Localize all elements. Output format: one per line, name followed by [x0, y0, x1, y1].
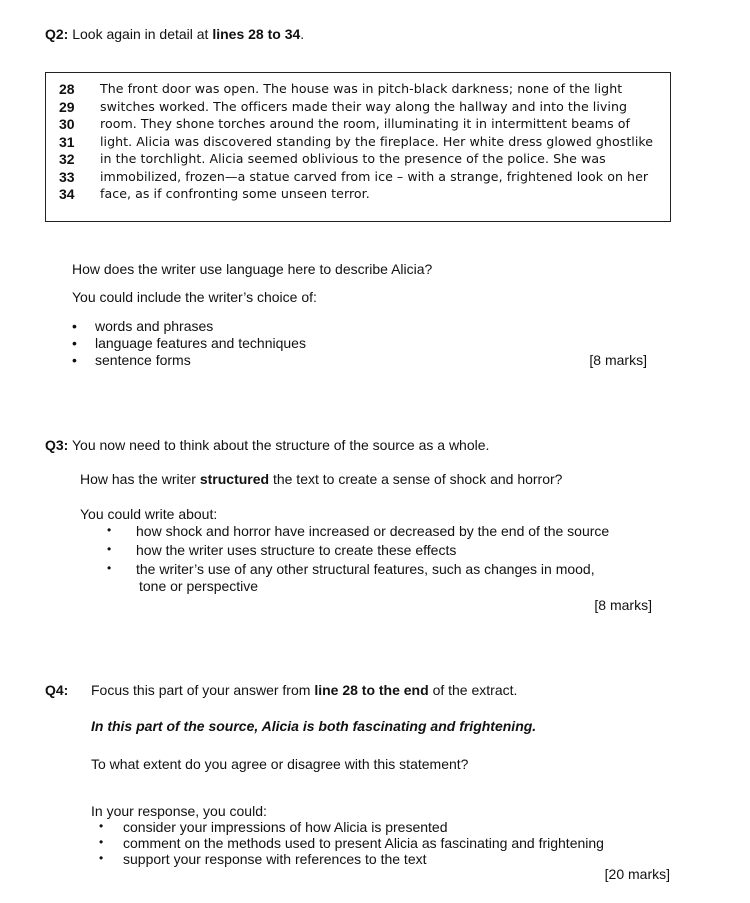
- q2-heading: [45, 26, 304, 42]
- q4-intro-post: of the extract.: [432, 682, 518, 698]
- q4-marks: [20 marks]: [604, 866, 670, 882]
- q4-statement: In this part of the source, Alicia is both fascinating and frightening.: [91, 718, 537, 734]
- line-text: switches worked. The officers made their way along the hallway and into the living: [100, 98, 628, 114]
- q4-intro-bold: line 28 to the end: [314, 682, 429, 698]
- q2-intro-text: Look again in detail at: [72, 26, 209, 42]
- q2-could-include: You could include the writer’s choice of:: [72, 289, 317, 305]
- q4-question: To what extent do you agree or disagree with this statement?: [91, 756, 469, 772]
- bullet-item: how the writer uses structure to create these effects: [136, 542, 457, 558]
- q3-question-bold: structured: [199, 471, 270, 487]
- q3-question: [80, 471, 562, 487]
- bullet-icon: •: [99, 819, 104, 833]
- extract-line: [46, 99, 666, 117]
- bullet-icon: •: [107, 561, 112, 575]
- bullet-item-continuation: tone or perspective: [139, 578, 259, 594]
- bullet-icon: •: [107, 542, 112, 556]
- q3-heading: [45, 437, 489, 453]
- q4-response-intro: In your response, you could:: [91, 803, 267, 819]
- q3-marks: [8 marks]: [594, 597, 652, 613]
- q3-could-write: You could write about:: [80, 506, 218, 522]
- q3-question-pre: How has the writer: [80, 471, 196, 487]
- q4-label: Q4:: [45, 682, 69, 698]
- bullet-icon: •: [72, 352, 77, 368]
- bullet-item: language features and techniques: [95, 335, 306, 351]
- q3-question-post: the text to create a sense of shock and horror?: [272, 471, 563, 487]
- line-number: 32: [59, 151, 75, 167]
- bullet-icon: •: [72, 318, 77, 334]
- line-text: in the torchlight. Alicia seemed oblivious to the presence of the police. She was: [100, 151, 606, 166]
- bullet-item: how shock and horror have increased or decreased by the end of the source: [136, 523, 610, 539]
- line-text: immobilized, frozen—a statue carved from ice – with a strange, frightened look on her: [100, 168, 649, 184]
- line-text: light. Alicia was discovered standing by the fireplace. Her white dress glowed ghostlike: [100, 133, 654, 149]
- bullet-item: comment on the methods used to present Alicia as fascinating and frightening: [123, 835, 604, 851]
- line-number: 34: [59, 186, 75, 202]
- bullet-item: consider your impressions of how Alicia is presented: [123, 819, 448, 835]
- line-number: 33: [59, 168, 75, 185]
- line-number: 29: [59, 98, 75, 115]
- line-number: 30: [59, 116, 75, 132]
- q2-question: How does the writer use language here to describe Alicia?: [72, 261, 433, 277]
- q4-intro-pre: Focus this part of your answer from: [91, 682, 311, 698]
- q3-intro: You now need to think about the structure of the source as a whole.: [71, 437, 490, 453]
- q2-marks: [8 marks]: [589, 352, 647, 368]
- bullet-item: support your response with references to the text: [123, 851, 427, 867]
- line-text: room. They shone torches around the room, illuminating it in intermittent beams of: [100, 116, 630, 131]
- q4-intro: [91, 682, 517, 698]
- q2-intro-lines: lines 28 to 34: [212, 26, 301, 42]
- bullet-icon: •: [72, 335, 77, 351]
- line-number: 31: [59, 133, 75, 150]
- line-number: 28: [59, 81, 75, 97]
- extract-line: [46, 81, 666, 99]
- bullet-item: words and phrases: [95, 318, 214, 334]
- bullet-icon: •: [99, 835, 104, 849]
- extract-line: [46, 151, 666, 169]
- bullet-item: sentence forms: [95, 352, 191, 368]
- extract-line: [46, 186, 666, 204]
- extract-box: [45, 72, 671, 222]
- q2-label: Q2:: [45, 26, 69, 42]
- extract-line: [46, 169, 666, 187]
- q3-label: Q3:: [45, 437, 69, 453]
- line-text: The front door was open. The house was in pitch-black darkness; none of the light: [100, 81, 623, 96]
- q2-intro-period: .: [300, 26, 305, 42]
- line-text: face, as if confronting some unseen terror.: [100, 186, 370, 201]
- bullet-item: the writer’s use of any other structural features, such as changes in mood,: [136, 561, 595, 577]
- bullet-icon: •: [99, 851, 104, 865]
- extract-line: [46, 116, 666, 134]
- bullet-icon: •: [107, 523, 112, 537]
- extract-line: [46, 134, 666, 152]
